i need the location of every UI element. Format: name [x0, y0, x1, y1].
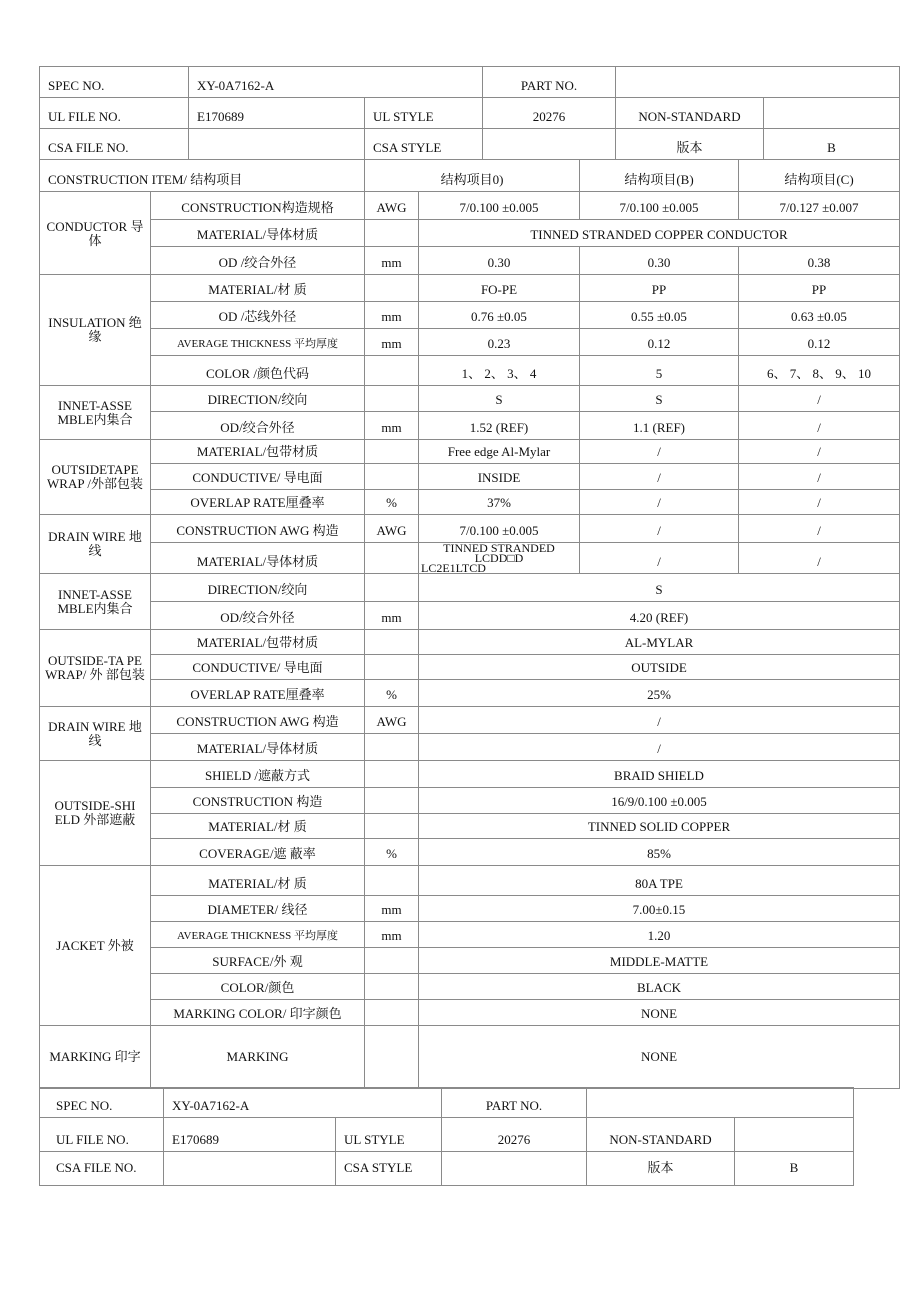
shield-construction-value: 16/9/0.100 ±0.005 — [419, 788, 900, 814]
jacket-color-value: BLACK — [419, 974, 900, 1000]
table-row — [40, 386, 900, 412]
table-row — [40, 680, 900, 707]
csa-style-value — [483, 129, 616, 160]
conductor-od-unit: mm — [365, 247, 419, 275]
drain-wire-1-group: DRAIN WIRE 地线 — [40, 515, 151, 574]
drain-1-material-label: MATERIAL/导体材质 — [151, 543, 365, 574]
shield-type-value: BRAID SHIELD — [419, 761, 900, 788]
ul-style-value: 20276 — [483, 98, 616, 129]
insulation-od-a: 0.76 ±0.05 — [419, 302, 580, 329]
marking-label: MARKING — [151, 1026, 365, 1089]
tape-1-overlap-c: / — [739, 490, 900, 515]
jacket-material-label: MATERIAL/材 质 — [151, 866, 365, 896]
non-standard-value — [764, 98, 900, 129]
table-row — [40, 490, 900, 515]
drain-2-material-unit — [365, 734, 419, 761]
csa-file-value — [189, 129, 365, 160]
footer-csa-style-label: CSA STYLE — [336, 1152, 442, 1186]
table-row — [40, 220, 900, 247]
insulation-thickness-label: AVERAGE THICKNESS 平均厚度 — [151, 329, 365, 356]
footer-version-value: B — [735, 1152, 854, 1186]
tape-1-conductive-b: / — [580, 464, 739, 490]
jacket-surface-value: MIDDLE-MATTE — [419, 948, 900, 974]
insulation-thickness-c: 0.12 — [739, 329, 900, 356]
tape-1-conductive-a: INSIDE — [419, 464, 580, 490]
shield-coverage-unit: % — [365, 839, 419, 866]
footer-ul-file-label: UL FILE NO. — [40, 1118, 164, 1152]
drain-1-material-b: / — [580, 543, 739, 574]
table-row — [40, 734, 900, 761]
inner-2-od-label: OD/绞合外径 — [151, 602, 365, 630]
table-row — [40, 543, 900, 574]
insulation-material-c: PP — [739, 275, 900, 302]
insulation-color-b: 5 — [580, 356, 739, 386]
jacket-diameter-value: 7.00±0.15 — [419, 896, 900, 922]
shield-material-unit — [365, 814, 419, 839]
jacket-marking-color-label: MARKING COLOR/ 印字颜色 — [151, 1000, 365, 1026]
drain-1-construction-label: CONSTRUCTION AWG 构造 — [151, 515, 365, 543]
table-row — [40, 440, 900, 464]
inner-2-direction-label: DIRECTION/绞向 — [151, 574, 365, 602]
inner-assembly-1-group: INNET-ASSE MBLE内集合 — [40, 386, 151, 440]
marking-group: MARKING 印字 — [40, 1026, 151, 1089]
jacket-surface-unit — [365, 948, 419, 974]
shield-type-unit — [365, 761, 419, 788]
tape-1-conductive-c: / — [739, 464, 900, 490]
insulation-color-unit — [365, 356, 419, 386]
footer-csa-style-value — [442, 1152, 587, 1186]
outside-shield-group: OUTSIDE-SHI ELD 外部遮蔽 — [40, 761, 151, 866]
tape-1-material-a: Free edge Al-Mylar — [419, 440, 580, 464]
tape-1-material-label: MATERIAL/包带材质 — [151, 440, 365, 464]
tape-1-overlap-a: 37% — [419, 490, 580, 515]
drain-1-construction-a: 7/0.100 ±0.005 — [419, 515, 580, 543]
inner-1-direction-c: / — [739, 386, 900, 412]
table-row — [40, 630, 900, 655]
table-row — [40, 515, 900, 543]
table-row — [40, 302, 900, 329]
jacket-thickness-unit: mm — [365, 922, 419, 948]
part-no-label: PART NO. — [483, 67, 616, 98]
insulation-material-unit — [365, 275, 419, 302]
construction-table — [39, 159, 900, 1089]
tape-2-conductive-label: CONDUCTIVE/ 导电面 — [151, 655, 365, 680]
footer-non-standard-label: NON-STANDARD — [587, 1118, 735, 1152]
tape-1-material-unit — [365, 440, 419, 464]
table-row — [40, 602, 900, 630]
insulation-material-b: PP — [580, 275, 739, 302]
conductor-material-unit — [365, 220, 419, 247]
jacket-marking-color-unit — [365, 1000, 419, 1026]
shield-construction-label: CONSTRUCTION 构造 — [151, 788, 365, 814]
conductor-od-b: 0.30 — [580, 247, 739, 275]
marking-unit — [365, 1026, 419, 1089]
table-row — [40, 707, 900, 734]
item-a-header: 结构项目0) — [365, 160, 580, 192]
inner-2-direction-value: S — [419, 574, 900, 602]
footer-ul-style-label: UL STYLE — [336, 1118, 442, 1152]
table-row — [40, 574, 900, 602]
ul-style-label: UL STYLE — [365, 98, 483, 129]
table-row — [40, 464, 900, 490]
table-row — [40, 1000, 900, 1026]
table-row — [40, 922, 900, 948]
inner-1-od-label: OD/绞合外径 — [151, 412, 365, 440]
drain-2-material-value: / — [419, 734, 900, 761]
footer-ul-file-value: E170689 — [164, 1118, 336, 1152]
footer-non-standard-value — [735, 1118, 854, 1152]
shield-type-label: SHIELD /遮蔽方式 — [151, 761, 365, 788]
footer-spec-no-label: SPEC NO. — [40, 1088, 164, 1118]
inner-1-direction-a: S — [419, 386, 580, 412]
conductor-construction-c: 7/0.127 ±0.007 — [739, 192, 900, 220]
table-row — [40, 896, 900, 922]
insulation-od-label: OD /芯线外径 — [151, 302, 365, 329]
outside-tape-1-group: OUTSIDETAPE WRAP /外部包装 — [40, 440, 151, 515]
conductor-construction-a: 7/0.100 ±0.005 — [419, 192, 580, 220]
table-row — [40, 974, 900, 1000]
inner-2-direction-unit — [365, 574, 419, 602]
conductor-material-value: TINNED STRANDED COPPER CONDUCTOR — [419, 220, 900, 247]
jacket-diameter-unit: mm — [365, 896, 419, 922]
insulation-color-c: 6、 7、 8、 9、 10 — [739, 356, 900, 386]
version-label: 版本 — [616, 129, 764, 160]
inner-assembly-2-group: INNET-ASSE MBLE内集合 — [40, 574, 151, 630]
table-row — [40, 356, 900, 386]
table-row — [40, 866, 900, 896]
insulation-thickness-a: 0.23 — [419, 329, 580, 356]
tape-2-material-label: MATERIAL/包带材质 — [151, 630, 365, 655]
table-header-row — [40, 160, 900, 192]
insulation-group: INSULATION 绝缘 — [40, 275, 151, 386]
table-row — [40, 192, 900, 220]
drain-wire-2-group: DRAIN WIRE 地线 — [40, 707, 151, 761]
inner-1-direction-b: S — [580, 386, 739, 412]
tape-1-conductive-unit — [365, 464, 419, 490]
item-c-header: 结构项目(C) — [739, 160, 900, 192]
footer-ul-style-value: 20276 — [442, 1118, 587, 1152]
insulation-material-label: MATERIAL/材 质 — [151, 275, 365, 302]
drain-1-material-a — [419, 543, 580, 574]
insulation-od-c: 0.63 ±0.05 — [739, 302, 900, 329]
tape-2-overlap-unit: % — [365, 680, 419, 707]
marking-value: NONE — [419, 1026, 900, 1089]
table-row — [40, 329, 900, 356]
inner-1-od-unit: mm — [365, 412, 419, 440]
footer-table — [39, 1087, 854, 1186]
tape-2-material-value: AL-MYLAR — [419, 630, 900, 655]
tape-1-material-b: / — [580, 440, 739, 464]
construction-item-header: CONSTRUCTION ITEM/ 结构项目 — [40, 160, 365, 192]
drain-1-construction-c: / — [739, 515, 900, 543]
spec-no-label: SPEC NO. — [40, 67, 189, 98]
inner-1-od-b: 1.1 (REF) — [580, 412, 739, 440]
shield-coverage-value: 85% — [419, 839, 900, 866]
csa-file-label: CSA FILE NO. — [40, 129, 189, 160]
insulation-material-a: FO-PE — [419, 275, 580, 302]
inner-1-od-c: / — [739, 412, 900, 440]
spec-no-value: XY-0A7162-A — [189, 67, 483, 98]
table-row — [40, 948, 900, 974]
drain-1-material-a-line2: LCDD□D — [474, 551, 524, 565]
outside-tape-2-group: OUTSIDE-TA PE WRAP/ 外 部包装 — [40, 630, 151, 707]
table-row — [40, 275, 900, 302]
inner-1-direction-unit — [365, 386, 419, 412]
table-row — [40, 761, 900, 788]
shield-construction-unit — [365, 788, 419, 814]
inner-2-od-unit: mm — [365, 602, 419, 630]
header-table — [39, 66, 900, 160]
jacket-diameter-label: DIAMETER/ 线径 — [151, 896, 365, 922]
conductor-od-a: 0.30 — [419, 247, 580, 275]
insulation-color-label: COLOR /颜色代码 — [151, 356, 365, 386]
insulation-thickness-b: 0.12 — [580, 329, 739, 356]
part-no-value — [616, 67, 900, 98]
shield-coverage-label: COVERAGE/遮 蔽率 — [151, 839, 365, 866]
tape-2-conductive-unit — [365, 655, 419, 680]
conductor-group: CONDUCTOR 导体 — [40, 192, 151, 275]
footer-version-label: 版本 — [587, 1152, 735, 1186]
tape-1-conductive-label: CONDUCTIVE/ 导电面 — [151, 464, 365, 490]
insulation-od-b: 0.55 ±0.05 — [580, 302, 739, 329]
jacket-color-unit — [365, 974, 419, 1000]
inner-1-direction-label: DIRECTION/绞向 — [151, 386, 365, 412]
tape-1-overlap-unit: % — [365, 490, 419, 515]
version-value: B — [764, 129, 900, 160]
table-row — [40, 412, 900, 440]
drain-2-material-label: MATERIAL/导体材质 — [151, 734, 365, 761]
jacket-surface-label: SURFACE/外 观 — [151, 948, 365, 974]
drain-1-material-a-line1: TINNED STRANDED — [443, 542, 555, 555]
conductor-construction-label: CONSTRUCTION构造规格 — [151, 192, 365, 220]
jacket-group: JACKET 外被 — [40, 866, 151, 1026]
jacket-marking-color-value: NONE — [419, 1000, 900, 1026]
jacket-thickness-label: AVERAGE THICKNESS 平均厚度 — [151, 922, 365, 948]
non-standard-label: NON-STANDARD — [616, 98, 764, 129]
footer-part-no-label: PART NO. — [442, 1088, 587, 1118]
drain-1-material-unit — [365, 543, 419, 574]
table-row — [40, 247, 900, 275]
table-row — [40, 839, 900, 866]
table-row — [40, 1026, 900, 1089]
tape-1-overlap-b: / — [580, 490, 739, 515]
drain-2-construction-label: CONSTRUCTION AWG 构造 — [151, 707, 365, 734]
tape-2-material-unit — [365, 630, 419, 655]
drain-1-material-c: / — [739, 543, 900, 574]
tape-1-overlap-label: OVERLAP RATE厘叠率 — [151, 490, 365, 515]
ul-file-label: UL FILE NO. — [40, 98, 189, 129]
item-b-header: 结构项目(B) — [580, 160, 739, 192]
drain-1-construction-unit: AWG — [365, 515, 419, 543]
drain-1-material-a-line3: LC2E1LTCD — [421, 561, 486, 574]
inner-2-od-value: 4.20 (REF) — [419, 602, 900, 630]
shield-material-label: MATERIAL/材 质 — [151, 814, 365, 839]
drain-2-construction-unit: AWG — [365, 707, 419, 734]
insulation-thickness-unit: mm — [365, 329, 419, 356]
conductor-construction-b: 7/0.100 ±0.005 — [580, 192, 739, 220]
footer-part-no-value — [587, 1088, 854, 1118]
insulation-od-unit: mm — [365, 302, 419, 329]
conductor-construction-unit: AWG — [365, 192, 419, 220]
drain-1-construction-b: / — [580, 515, 739, 543]
tape-1-material-c: / — [739, 440, 900, 464]
jacket-color-label: COLOR/颜色 — [151, 974, 365, 1000]
conductor-od-label: OD /绞合外径 — [151, 247, 365, 275]
shield-material-value: TINNED SOLID COPPER — [419, 814, 900, 839]
tape-2-overlap-value: 25% — [419, 680, 900, 707]
tape-2-conductive-value: OUTSIDE — [419, 655, 900, 680]
ul-file-value: E170689 — [189, 98, 365, 129]
jacket-material-value: 80A TPE — [419, 866, 900, 896]
footer-csa-file-value — [164, 1152, 336, 1186]
footer-spec-no-value: XY-0A7162-A — [164, 1088, 442, 1118]
table-row — [40, 788, 900, 814]
drain-2-construction-value: / — [419, 707, 900, 734]
tape-2-overlap-label: OVERLAP RATE厘叠率 — [151, 680, 365, 707]
conductor-material-label: MATERIAL/导体材质 — [151, 220, 365, 247]
table-row — [40, 655, 900, 680]
jacket-thickness-value: 1.20 — [419, 922, 900, 948]
conductor-od-c: 0.38 — [739, 247, 900, 275]
jacket-material-unit — [365, 866, 419, 896]
table-row — [40, 814, 900, 839]
insulation-color-a: 1、 2、 3、 4 — [419, 356, 580, 386]
inner-1-od-a: 1.52 (REF) — [419, 412, 580, 440]
csa-style-label: CSA STYLE — [365, 129, 483, 160]
footer-csa-file-label: CSA FILE NO. — [40, 1152, 164, 1186]
